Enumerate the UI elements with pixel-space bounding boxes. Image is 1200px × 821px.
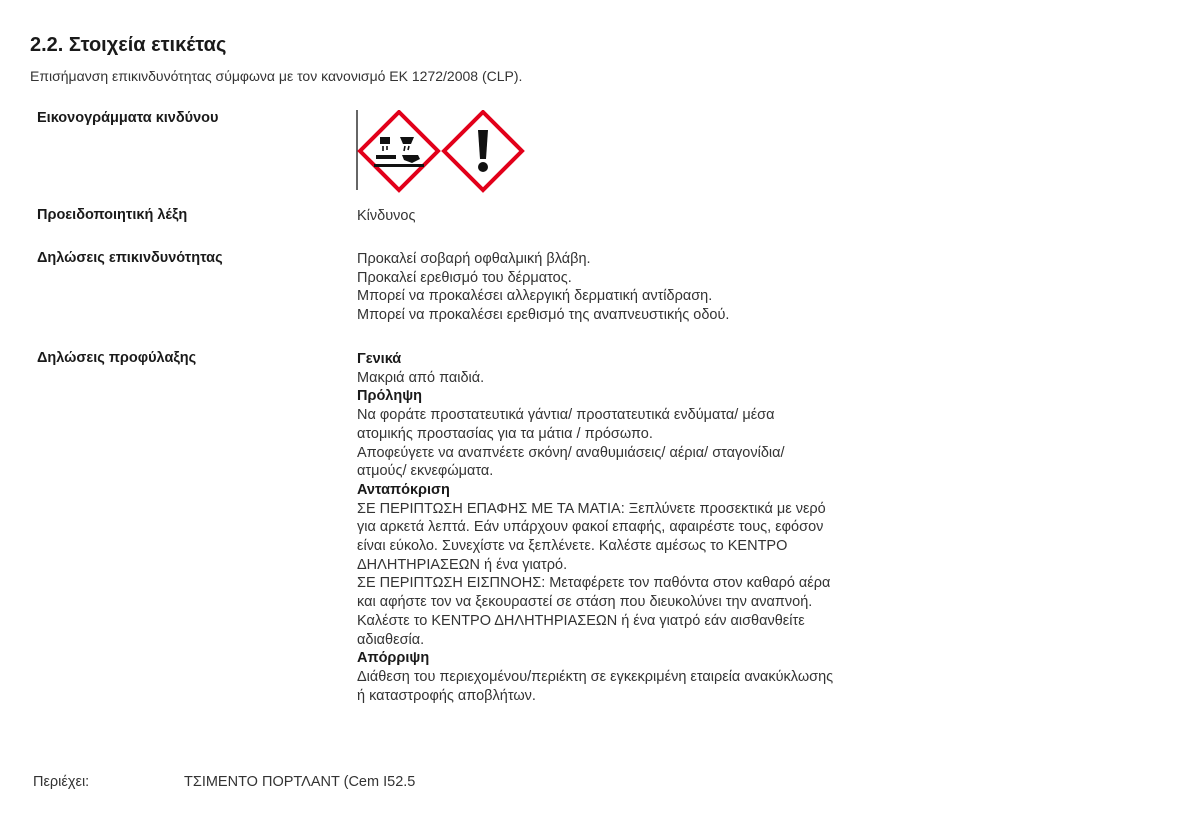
general-heading: Γενικά [357,351,402,367]
contains-value: ΤΣΙΜΕΝΤΟ ΠΟΡΤΛΑΝΤ (Cem I52.5 [184,774,416,790]
hazard-pictograms [356,110,556,198]
prevention-line: Να φοράτε προστατευτικά γάντια/ προστατευτικά ενδύματα/ μέσα [357,407,775,424]
general-line: Μακριά από παιδιά. [357,369,485,386]
response-heading: Ανταπόκριση [357,481,450,498]
response-line: ΣΕ ΠΕΡΙΠΤΩΣΗ ΕΠΑΦΗΣ ΜΕ ΤΑ ΜΑΤΙΑ: Ξεπλύνετε προσεκτικά με νερό [357,500,826,517]
response-line: Καλέστε το ΚΕΝΤΡΟ ΔΗΛΗΤΗΡΙΑΣΕΩΝ ή ένα γιατρό εάν αισθανθείτε [357,612,805,629]
disposal-heading: Απόρριψη [357,650,430,667]
disposal-line: Διάθεση του περιεχομένου/περιέκτη σε εγκεκριμένη εταιρεία ανακύκλωσης [357,668,834,685]
response-line: και αφήστε τον να ξεκουραστεί σε στάση που διευκολύνει την αναπνοή. [357,594,813,611]
prevention-heading: Πρόληψη [357,388,423,405]
exclamation-mark-icon [444,112,522,190]
hazard-statements-label: Δηλώσεις επικινδυνότητας [37,250,223,266]
disposal-line: ή καταστροφής αποβλήτων. [357,687,536,704]
contains-label: Περιέχει: [33,774,90,790]
signal-word-label: Προειδοποιητική λέξη [37,207,188,223]
response-line: αδιαθεσία. [357,631,425,648]
pictograms-label: Εικονογράμματα κινδύνου [37,110,219,126]
section-title: 2.2. Στοιχεία ετικέτας [30,34,227,56]
precautionary-statements-body [357,350,833,705]
response-line: είναι εύκολο. Συνεχίστε να ξεπλένετε. Καλέστε αμέσως το ΚΕΝΤΡΟ [357,538,788,555]
signal-word-value: Κίνδυνος [357,208,416,224]
section-subtitle: Επισήμανση επικινδυνότητας σύμφωνα με τον κανονισμό ΕΚ 1272/2008 (CLP). [30,68,523,84]
precautionary-statements-label: Δηλώσεις προφύλαξης [37,350,197,366]
hazard-statement: Μπορεί να προκαλέσει ερεθισμό της αναπνευστικής οδού. [357,307,730,324]
prevention-line: ατομικής προστασίας για τα μάτια / πρόσωπο. [357,425,653,442]
hazard-statement: Προκαλεί ερεθισμό του δέρματος. [357,269,572,286]
response-line: για αρκετά λεπτά. Εάν υπάρχουν φακοί επαφής, αφαιρέστε τους, εφόσον [357,519,824,536]
hazard-statements-list [357,250,729,325]
prevention-line: Αποφεύγετε να αναπνέετε σκόνη/ αναθυμιάσεις/ αέρια/ σταγονίδια/ [357,444,785,461]
prevention-line: ατμούς/ εκνεφώματα. [357,463,494,480]
hazard-statement: Προκαλεί σοβαρή οφθαλμική βλάβη. [357,251,591,267]
corrosion-icon [360,112,438,190]
response-line: ΔΗΛΗΤΗΡΙΑΣΕΩΝ ή ένα γιατρό. [357,556,568,573]
hazard-statement: Μπορεί να προκαλέσει αλλεργική δερματική αντίδραση. [357,288,713,305]
response-line: ΣΕ ΠΕΡΙΠΤΩΣΗ ΕΙΣΠΝΟΗΣ: Μεταφέρετε τον παθόντα στον καθαρό αέρα [357,575,831,592]
